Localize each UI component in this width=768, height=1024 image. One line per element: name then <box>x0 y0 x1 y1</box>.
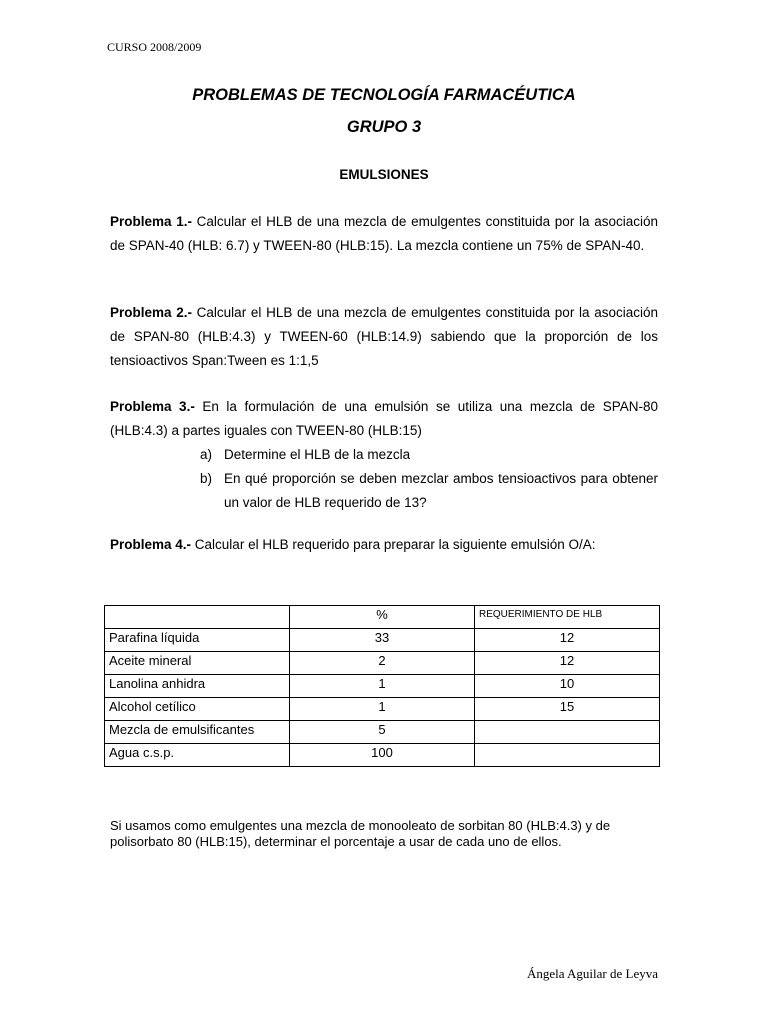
subitem-text: En qué proporción se deben mezclar ambos tensioactivos para obtener un valor de HLB requerido de 13? <box>224 471 658 510</box>
problem-label: Problema 2.- <box>110 305 192 320</box>
table-cell: 100 <box>290 744 475 767</box>
group-title: GRUPO 3 <box>346 118 422 136</box>
table-cell: Aceite mineral <box>105 652 290 675</box>
problem-label: Problema 4.- <box>110 537 192 552</box>
note-paragraph: Si usamos como emulgentes una mezcla de monooleato de sorbitan 80 (HLB:4.3) y de polisorbato 80 (HLB:15), determinar el porcentaje a usar de cada uno de ellos. <box>110 818 611 849</box>
page-title: PROBLEMAS DE TECNOLOGÍA FARMACÉUTICA <box>192 86 576 104</box>
section-title: EMULSIONES <box>339 167 429 182</box>
course-header: CURSO 2008/2009 <box>107 40 202 54</box>
author-footer: Ángela Aguilar de Leyva <box>526 966 658 981</box>
table-cell: Parafina líquida <box>105 629 290 652</box>
table-cell: 12 <box>475 652 660 675</box>
problem-text: Calcular el HLB de una mezcla de emulgentes constituida por la asociación de SPAN-80 (HLB:4.3) y TWEEN-60 (HLB:14.9) sabiendo que la proporción de los tensioactivos Span:Tween es 1:1,5 <box>110 305 658 368</box>
subitem-label: b) <box>200 471 213 486</box>
problem-3 <box>110 395 658 515</box>
table-row <box>105 721 660 744</box>
table-cell: 2 <box>290 652 475 675</box>
table-cell: 10 <box>475 675 660 698</box>
table-cell: Agua c.s.p. <box>105 744 290 767</box>
table-cell: 33 <box>290 629 475 652</box>
hlb-table <box>104 605 660 767</box>
table-header-cell: % <box>290 606 475 629</box>
table-header-row <box>105 606 660 629</box>
table-cell: Lanolina anhidra <box>105 675 290 698</box>
table-cell: 12 <box>475 629 660 652</box>
table-cell: 15 <box>475 698 660 721</box>
problem-text: Calcular el HLB requerido para preparar la siguiente emulsión O/A: <box>194 537 596 552</box>
table-header-cell: REQUERIMIENTO DE HLB <box>475 606 660 629</box>
subitem-b <box>110 467 658 515</box>
subitem-label: a) <box>200 447 213 462</box>
problem-text: Calcular el HLB de una mezcla de emulgentes constituida por la asociación de SPAN-40 (HLB: 6.7) y TWEEN-80 (HLB:15). La mezcla contiene un 75% de SPAN-40. <box>110 214 658 253</box>
table-row <box>105 675 660 698</box>
table-cell: Mezcla de emulsificantes <box>105 721 290 744</box>
table-row <box>105 698 660 721</box>
problem-2 <box>110 301 658 373</box>
table-cell: 5 <box>290 721 475 744</box>
problem-label: Problema 1.- <box>110 214 192 229</box>
table-cell <box>475 721 660 744</box>
table-cell <box>475 744 660 767</box>
table-row <box>105 629 660 652</box>
subitem-text: Determine el HLB de la mezcla <box>224 447 411 462</box>
problem-1 <box>110 210 658 258</box>
problem-4 <box>110 533 658 557</box>
table-row <box>105 652 660 675</box>
subitem-a <box>110 443 658 467</box>
table-cell: Alcohol cetílico <box>105 698 290 721</box>
table-header-cell <box>105 606 290 629</box>
table-cell: 1 <box>290 675 475 698</box>
problem-label: Problema 3.- <box>110 399 195 414</box>
table-cell: 1 <box>290 698 475 721</box>
table-row <box>105 744 660 767</box>
problem-text: En la formulación de una emulsión se utiliza una mezcla de SPAN-80 (HLB:4.3) a partes iguales con TWEEN-80 (HLB:15) <box>110 399 658 438</box>
